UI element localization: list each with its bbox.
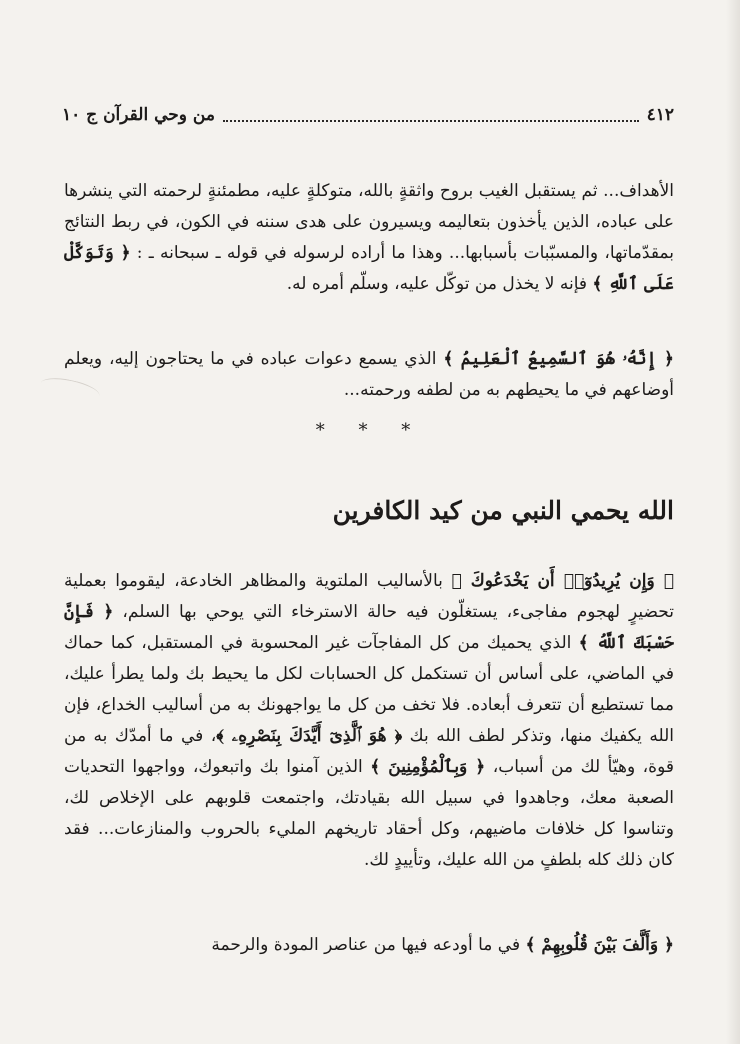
header-dot-leader [223,108,639,122]
text-segment: فإنه لا يخذل من توكّل عليه، وسلّم أمره له. [286,274,593,294]
quran-quote: ﴿ وَتَوَكَّلْ عَلَى ٱللَّهِ ﴾ [64,243,674,294]
running-header [62,100,674,130]
paragraph-2 [64,344,674,406]
paragraph-1 [64,176,674,300]
text-segment: ، في ما أمدّك به من قوة، وهيّأ لك من أسباب، [64,726,674,777]
paragraph-3 [64,566,674,876]
text-segment: الذي يحميك من كل المفاجآت غير المحسوبة في المستقبل، كما حماك في الماضي، على أساس أن تستكمل كل الحسابات لكل ما يحيط بك ولما يطرأ عليك، مما تستطيع أن تتعرف أبعاده. فلا تخف من كل ما يواجهونك به من أساليب الخداع، فإن الله يكفيك منها، وتذكر لطف الله بك [64,633,674,746]
text-segment: الأهداف... ثم يستقبل الغيب بروح واثقةٍ بالله، متوكلةٍ عليه، مطمئنةٍ لرحمته التي ينشرها على عباده، الذين يأخذون بتعاليمه ويسيرون على هدى سننه في الكون، في ربط النتائج بمقدّماتها، والمسبّبات بأسبابها... وهذا ما أراده لرسوله في قوله ـ سبحانه ـ : [64,181,674,263]
section-separator: * * * [315,420,425,441]
text-segment: بالأساليب الملتوية والمظاهر الخادعة، ليقوموا بعملية تحضيرٍ لهجوم مفاجىء، يستغلّون فيه حالة الاسترخاء التي يوحي بها السلم، [64,571,674,622]
quran-quote: ﴿ هُوَ ٱلَّذِىٓ أَيَّدَكَ بِنَصْرِهِۦ ﴾ [216,726,403,746]
quran-quote: ﴿ وَبِٱلْمُؤْمِنِينَ ﴾ [370,757,486,777]
paragraph-4 [64,930,674,961]
page-edge-shadow [726,0,740,1044]
section-heading: الله يحمي النبي من كيد الكافرين [332,496,674,525]
text-segment: الذي يسمع دعوات عباده في ما يحتاجون إليه، ويعلم أوضاعهم في ما يحيطهم به من لطفه ورحمته... [64,349,674,400]
quran-quote: ﴿ إِنَّهُۥ هُوَ ٱلسَّمِيعُ ٱلْعَلِيمُ ﴾ [443,349,674,369]
book-title: من وحي القرآن ج ١٠ [62,105,215,125]
page-number: ٤١٢ [646,105,674,125]
quran-quote: ﴿ فَإِنَّ حَسْبَكَ ٱللَّهُ ﴾ [64,602,674,653]
quran-quote: ﴿ وَإِن يُرِيدُوٓا۟ أَن يَخْدَعُوكَ ﴾ [451,571,674,591]
text-segment: الذين آمنوا بك واتبعوك، وواجهوا التحديات الصعبة معك، وجاهدوا في سبيل الله بقيادتك، واجتمعت قلوبهم على الإخلاص لك، وتناسوا كل خلافات ماضيهم، وكل أحقاد تاريخهم المليء بالحروب والمنازعات... فقد كان ذلك كله بلطفٍ من الله عليك، وتأييدٍ لك. [64,757,674,870]
text-segment: في ما أودعه فيها من عناصر المودة والرحمة [211,935,526,955]
quran-quote: ﴿ وَأَلَّفَ بَيْنَ قُلُوبِهِمْ ﴾ [525,935,674,955]
